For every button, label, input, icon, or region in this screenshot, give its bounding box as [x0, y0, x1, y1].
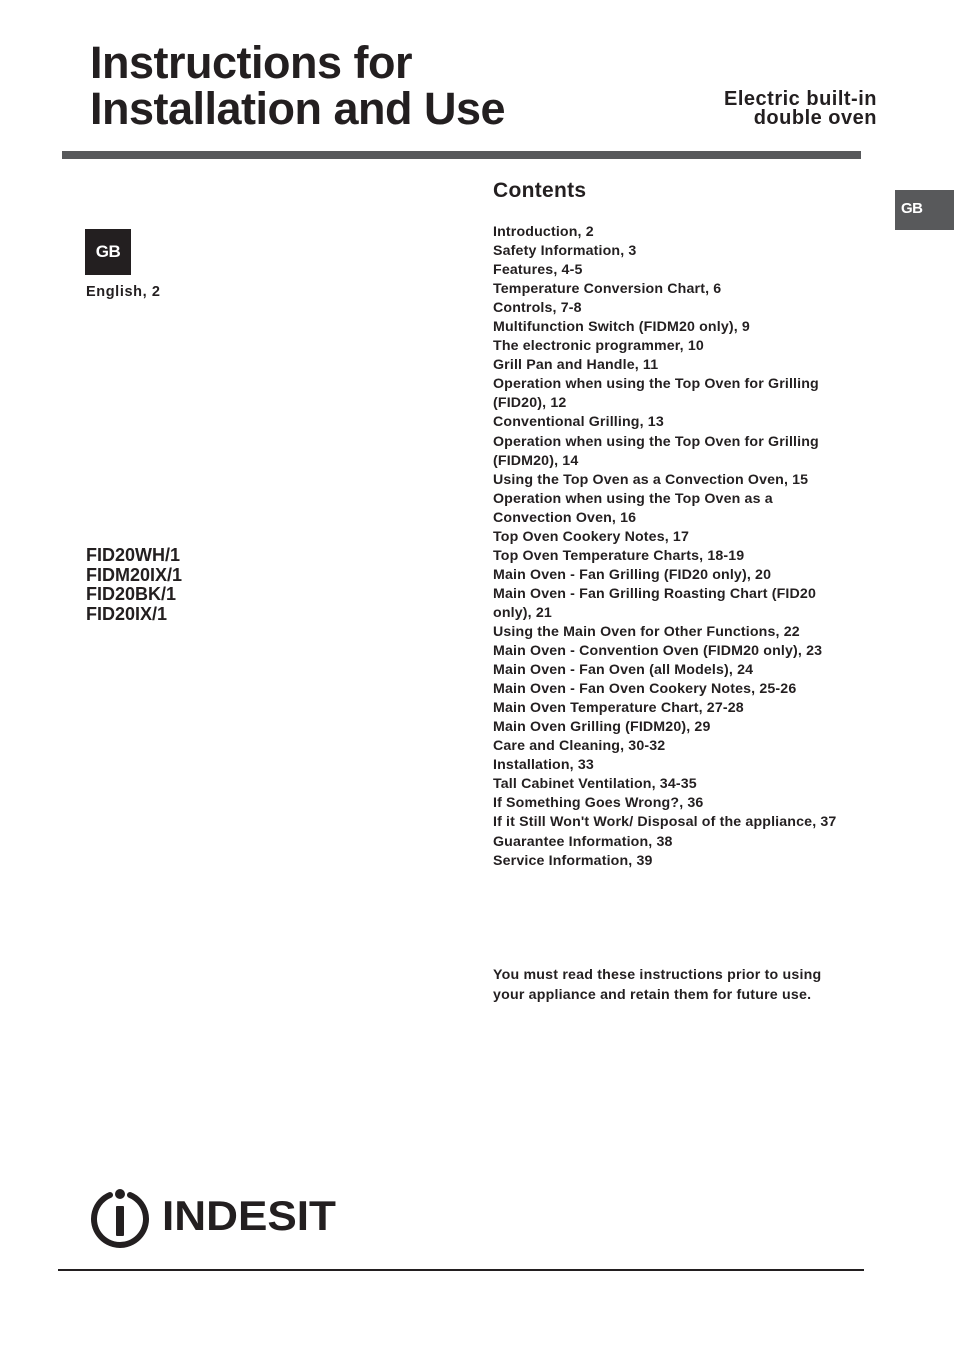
toc-item: Operation when using the Top Oven for Grilling (FIDM20), 14	[493, 433, 819, 469]
document-title	[90, 37, 506, 134]
toc-item: Conventional Grilling, 13	[493, 414, 664, 431]
toc-item: If Something Goes Wrong?, 36	[493, 795, 704, 812]
toc-item: Grill Pan and Handle, 11	[493, 357, 659, 374]
read-instructions-notice: You must read these instructions prior to using your appliance and retain them for future use.	[493, 967, 822, 1003]
language-badge: GB	[85, 229, 131, 275]
toc-item: Main Oven - Fan Oven Cookery Notes, 25-26	[493, 681, 797, 698]
toc-item: Top Oven Temperature Charts, 18-19	[493, 547, 745, 564]
toc-item: Temperature Conversion Chart, 6	[493, 281, 722, 298]
toc-item: Operation when using the Top Oven for Grilling (FID20), 12	[493, 376, 819, 412]
brand-wordmark: INDESIT	[162, 1192, 336, 1239]
toc-item: Main Oven Grilling (FIDM20), 29	[493, 719, 711, 736]
contents-heading: Contents	[493, 179, 587, 202]
model-item: FIDM20IX/1	[86, 564, 183, 585]
toc-item: Care and Cleaning, 30-32	[493, 738, 666, 755]
product-type-line-1: Electric built-in	[724, 88, 877, 110]
toc-item: The electronic programmer, 10	[493, 338, 704, 355]
language-entry: English, 2	[86, 284, 161, 300]
toc-item: Main Oven - Fan Grilling (FID20 only), 20	[493, 566, 772, 583]
toc-item: Using the Main Oven for Other Functions, 22	[493, 623, 800, 640]
toc-item: Introduction, 2	[493, 224, 594, 240]
toc-item: Main Oven - Fan Grilling Roasting Chart (FID20 only), 21	[493, 585, 816, 621]
toc-item: Operation when using the Top Oven as a Convection Oven, 16	[493, 490, 773, 526]
toc-item: Main Oven Temperature Chart, 27-28	[493, 700, 744, 717]
toc-item: Safety Information, 3	[493, 243, 637, 260]
toc-item: Service Information, 39	[493, 852, 653, 869]
model-list	[86, 546, 182, 624]
language-side-tab: GB	[895, 190, 954, 230]
table-of-contents	[493, 223, 855, 871]
toc-item: Features, 4-5	[493, 262, 583, 279]
product-type-line-2: double oven	[753, 107, 877, 129]
title-line-2: Installation and Use	[90, 83, 506, 134]
toc-item: Installation, 33	[493, 757, 594, 774]
toc-item: Guarantee Information, 38	[493, 833, 673, 850]
toc-item: Top Oven Cookery Notes, 17	[493, 528, 690, 545]
toc-item: Controls, 7-8	[493, 300, 582, 317]
model-item: FID20IX/1	[86, 603, 168, 624]
footer-divider	[58, 1269, 864, 1271]
toc-item: Main Oven - Fan Oven (all Models), 24	[493, 662, 754, 679]
toc-item: Main Oven - Convention Oven (FIDM20 only), 23	[493, 643, 823, 660]
product-type	[724, 90, 877, 128]
header-divider	[62, 151, 861, 159]
indesit-logo	[88, 1183, 336, 1249]
title-line-1: Instructions for	[90, 37, 413, 88]
model-item: FID20WH/1	[86, 545, 181, 565]
toc-item: Using the Top Oven as a Convection Oven, 15	[493, 471, 809, 488]
toc-item: Tall Cabinet Ventilation, 34-35	[493, 776, 697, 793]
toc-item: If it Still Won't Work/ Disposal of the appliance, 37	[493, 814, 837, 831]
toc-item: Multifunction Switch (FIDM20 only), 9	[493, 319, 750, 336]
indesit-i-logo-icon	[88, 1184, 152, 1248]
model-item: FID20BK/1	[86, 584, 177, 604]
